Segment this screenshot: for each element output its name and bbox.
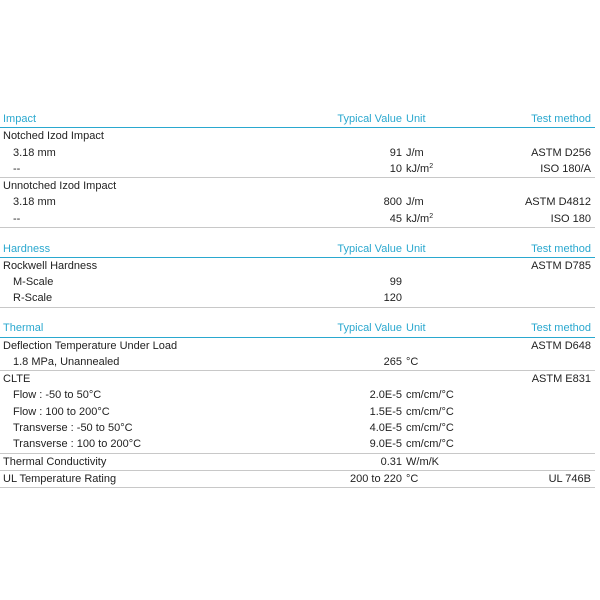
table-row — [0, 274, 595, 290]
typical-value: 91 — [389, 146, 402, 159]
typical-value-header: Typical Value — [337, 113, 402, 125]
unit-header: Unit — [406, 242, 426, 255]
table-row — [0, 145, 595, 161]
thermal-section-header — [0, 320, 595, 337]
property-table — [0, 111, 595, 488]
condition-label: Transverse : 100 to 200°C — [13, 438, 142, 451]
condition-label: -- — [13, 212, 21, 225]
typical-value: 800 — [383, 196, 402, 209]
test-method: ASTM D256 — [531, 146, 591, 159]
condition-label: R-Scale — [13, 292, 53, 305]
table-row — [0, 354, 595, 371]
condition-label: -- — [13, 162, 21, 175]
condition-label: M-Scale — [13, 276, 54, 289]
unit: J/m — [406, 146, 424, 159]
test-method: ISO 180/A — [540, 162, 591, 175]
typical-value: 2.0E-5 — [369, 389, 402, 402]
typical-value: 120 — [383, 292, 402, 305]
property-group-row — [0, 338, 595, 354]
typical-value: 1.5E-5 — [369, 405, 402, 418]
condition-label: Flow : 100 to 200°C — [13, 405, 110, 418]
property-label: Deflection Temperature Under Load — [3, 339, 178, 352]
property-group-row — [0, 258, 595, 274]
unit: $kJ/m^2$ — [406, 212, 434, 225]
typical-value-header: Typical Value — [337, 322, 402, 335]
property-group-row — [0, 128, 595, 144]
typical-value: 0.31 — [380, 455, 402, 468]
test-method: ASTM D648 — [531, 339, 591, 352]
property-label: Thermal Conductivity — [3, 455, 107, 468]
property-label: Unnotched Izod Impact — [3, 180, 117, 193]
condition-label: 1.8 MPa, Unannealed — [13, 355, 120, 368]
condition-label: Flow : -50 to 50°C — [13, 389, 102, 402]
property-group-row — [0, 178, 595, 194]
section-spacer — [0, 308, 595, 321]
typical-value: 10 — [389, 162, 402, 175]
typical-value: 99 — [389, 276, 402, 289]
table-row — [0, 161, 595, 178]
property-label: Notched Izod Impact — [3, 130, 104, 143]
typical-value: 200 to 220 — [350, 472, 402, 485]
hardness-section-header — [0, 241, 595, 258]
test-method-header: Test method — [531, 322, 591, 335]
table-row — [0, 194, 595, 210]
table-row — [0, 404, 595, 420]
unit: °C — [406, 355, 419, 368]
test-method-header: Test method — [531, 242, 591, 255]
typical-value: 4.0E-5 — [369, 422, 402, 435]
unit: cm/cm/°C — [406, 405, 454, 418]
table-row — [0, 387, 595, 403]
typical-value: 9.0E-5 — [369, 438, 402, 451]
unit-header: Unit — [406, 113, 426, 125]
property-label: Rockwell Hardness — [3, 259, 98, 272]
section-spacer — [0, 228, 595, 241]
test-method: ASTM D4812 — [524, 196, 591, 209]
unit: cm/cm/°C — [406, 438, 454, 451]
test-method: ASTM E831 — [531, 373, 591, 386]
condition-label: Transverse : -50 to 50°C — [13, 422, 133, 435]
property-label: CLTE — [3, 373, 31, 386]
property-label: UL Temperature Rating — [3, 472, 117, 485]
condition-label: 3.18 mm — [13, 146, 56, 159]
superscript-two: 2 — [429, 212, 434, 220]
section-title: Thermal — [3, 322, 44, 335]
test-method: UL 746B — [548, 472, 591, 485]
unit: °C — [406, 472, 419, 485]
section-title: Impact — [3, 113, 37, 125]
unit-header: Unit — [406, 322, 426, 335]
impact-section-header — [0, 111, 595, 128]
unit: cm/cm/°C — [406, 422, 454, 435]
superscript-two: 2 — [429, 162, 434, 170]
unit: W/m/K — [406, 455, 439, 468]
table-row — [0, 454, 595, 471]
table-row — [0, 290, 595, 307]
section-title: Hardness — [3, 242, 51, 255]
unit: cm/cm/°C — [406, 389, 454, 402]
table-row — [0, 436, 595, 453]
unit: J/m — [406, 196, 424, 209]
condition-label: 3.18 mm — [13, 196, 56, 209]
table-row — [0, 420, 595, 436]
unit: $kJ/m^2$ — [406, 162, 434, 175]
typical-value: 265 — [383, 355, 402, 368]
typical-value: 45 — [389, 212, 402, 225]
test-method: ISO 180 — [550, 212, 591, 225]
table-row — [0, 211, 595, 228]
test-method: ASTM D785 — [531, 259, 591, 272]
test-method-header: Test method — [531, 113, 591, 125]
typical-value-header: Typical Value — [337, 242, 402, 255]
table-row — [0, 471, 595, 488]
property-group-row — [0, 371, 595, 387]
